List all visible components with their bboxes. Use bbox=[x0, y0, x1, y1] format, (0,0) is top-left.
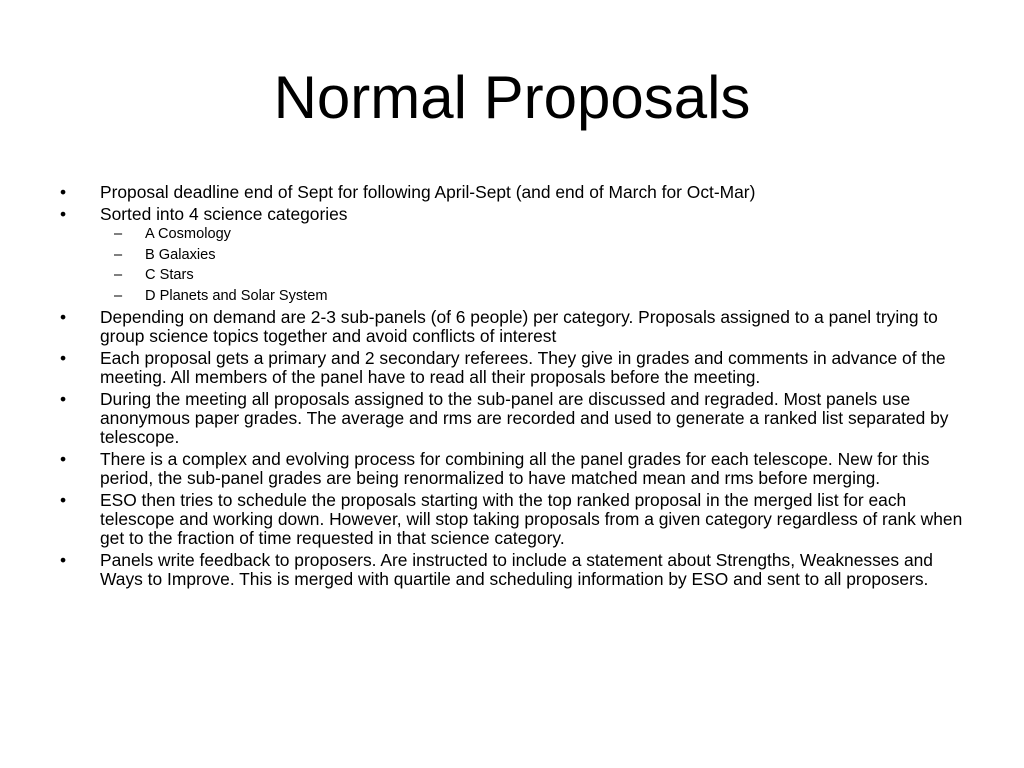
bullet-item-sub-panels bbox=[58, 308, 968, 346]
bullet-text: There is a complex and evolving process for combining all the panel grades for each telescope. New for this period, the sub-panel grades are being renormalized to have matched mean and rms before merging. bbox=[100, 449, 930, 489]
bullet-marker: • bbox=[60, 550, 67, 571]
sub-item-text: D Planets and Solar System bbox=[145, 287, 328, 304]
sub-item-cosmology bbox=[100, 226, 968, 243]
bullet-item-referees bbox=[58, 349, 968, 387]
sub-item-text: A Cosmology bbox=[145, 226, 231, 242]
bullet-marker: • bbox=[60, 204, 67, 224]
sub-item-text: B Galaxies bbox=[145, 246, 216, 263]
sub-item-galaxies bbox=[100, 247, 968, 264]
bullet-text: Each proposal gets a primary and 2 secondary referees. They give in grades and comments in advance of the meeting. All members of the panel have to read all their proposals before the meeting. bbox=[100, 348, 946, 388]
bullet-list bbox=[58, 183, 968, 592]
sub-item-text: C Stars bbox=[145, 267, 194, 284]
bullet-marker: • bbox=[60, 389, 67, 410]
bullet-text: ESO then tries to schedule the proposals starting with the top ranked proposal in the merged list for each telescope and working down. However, will stop taking proposals from a given category regardless of rank when get to the fraction of time requested in that science category. bbox=[100, 490, 963, 549]
bullet-marker: • bbox=[60, 307, 67, 328]
bullet-marker: • bbox=[60, 348, 67, 369]
bullet-item-combining-grades bbox=[58, 450, 968, 488]
bullet-text: Panels write feedback to proposers. Are instructed to include a statement about Strengths, Weaknesses and Ways to Improve. This is merged with quartile and scheduling information by ESO and sent to all proposers. bbox=[100, 550, 933, 590]
sub-marker: – bbox=[114, 226, 123, 242]
bullet-marker: • bbox=[60, 490, 67, 511]
bullet-text: Depending on demand are 2-3 sub-panels (of 6 people) per category. Proposals assigned to a panel trying to group science topics together and avoid conflicts of interest bbox=[100, 307, 938, 347]
bullet-item-scheduling bbox=[58, 491, 968, 548]
sub-item-stars bbox=[100, 267, 968, 284]
slide-title: Normal Proposals bbox=[273, 64, 751, 131]
bullet-text: Sorted into 4 science categories bbox=[100, 204, 348, 224]
category-sub-list bbox=[100, 226, 968, 305]
bullet-text: Proposal deadline end of Sept for following April-Sept (and end of March for Oct-Mar) bbox=[100, 182, 756, 202]
sub-marker: – bbox=[114, 267, 123, 284]
bullet-item-feedback bbox=[58, 551, 968, 589]
bullet-item-deadline bbox=[58, 183, 968, 202]
bullet-text: During the meeting all proposals assigned to the sub-panel are discussed and regraded. Most panels use anonymous paper grades. The average and rms are recorded and used to generate a ranked list separated by telescope. bbox=[100, 389, 949, 448]
bullet-item-categories bbox=[58, 205, 968, 305]
bullet-marker: • bbox=[60, 182, 67, 202]
sub-marker: – bbox=[114, 287, 123, 304]
sub-marker: – bbox=[114, 246, 123, 263]
bullet-marker: • bbox=[60, 449, 67, 470]
bullet-item-meeting bbox=[58, 390, 968, 447]
sub-item-planets bbox=[100, 288, 968, 305]
